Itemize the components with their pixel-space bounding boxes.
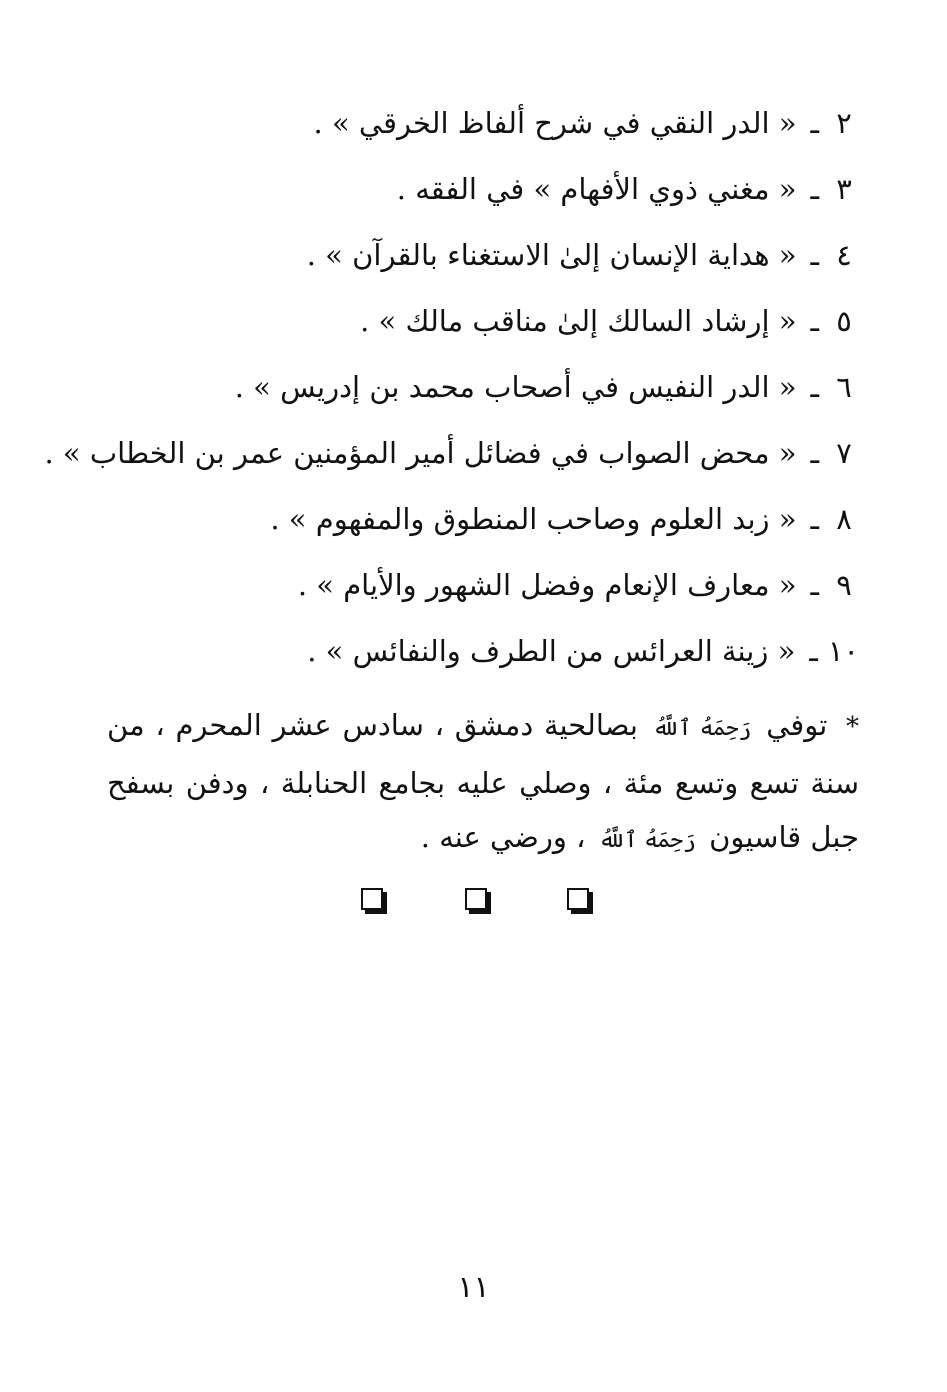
item-number: ٣ <box>836 172 852 206</box>
item-title: « إرشاد السالك إلىٰ مناقب مالك » . <box>360 304 797 338</box>
item-number: ٤ <box>836 238 852 272</box>
death-note-paragraph <box>107 698 859 868</box>
item-number: ٥ <box>836 304 852 338</box>
note-text-end: ، ورضي عنه . <box>420 820 586 854</box>
page-number: ١١ <box>457 1270 490 1305</box>
item-dash: ـ <box>810 502 819 536</box>
item-number: ٢ <box>836 106 852 140</box>
item-number: ٨ <box>836 502 852 536</box>
list-item <box>99 552 859 618</box>
item-title: « معارف الإنعام وفضل الشهور والأيام » . <box>297 568 797 602</box>
list-item <box>99 222 859 288</box>
honorific-phrase: رَحِمَهُ ٱللَّهُ <box>652 716 752 741</box>
note-text-body: بصالحية دمشق ، سادس عشر المحرم ، من سنة تسع وتسع مئة ، وصلي عليه بجامع الحنابلة ، ودفن بسفح جبل قاسيون <box>107 708 859 854</box>
item-dash: ـ <box>810 568 819 602</box>
item-dash: ـ <box>810 370 819 404</box>
item-dash: ـ <box>810 436 819 470</box>
item-title: « زينة العرائس من الطرف والنفائس » . <box>307 634 796 668</box>
list-item <box>99 486 859 552</box>
list-item <box>99 354 859 420</box>
item-title: « الدر النقي في شرح ألفاظ الخرقي » . <box>313 106 797 140</box>
item-title: « هداية الإنسان إلىٰ الاستغناء بالقرآن » . <box>306 238 797 272</box>
item-title: « مغني ذوي الأفهام » في الفقه . <box>396 172 797 206</box>
works-list <box>44 90 859 684</box>
section-end-ornaments <box>355 888 595 918</box>
list-item <box>99 288 859 354</box>
note-text-start: توفي <box>766 708 828 742</box>
item-title: « محض الصواب في فضائل أمير المؤمنين عمر بن الخطاب » . <box>44 436 797 470</box>
item-number: ٦ <box>836 370 852 404</box>
asterisk-icon: * <box>846 712 860 742</box>
list-item <box>44 420 859 486</box>
item-dash: ـ <box>809 634 818 668</box>
item-number: ٩ <box>836 568 852 602</box>
item-title: « الدر النفيس في أصحاب محمد بن إدريس » . <box>234 370 797 404</box>
list-item <box>99 618 859 684</box>
square-ornament-icon <box>567 888 589 910</box>
list-item <box>99 156 859 222</box>
item-title: « زبد العلوم وصاحب المنطوق والمفهوم » . <box>270 502 797 536</box>
list-item <box>99 90 859 156</box>
item-dash: ـ <box>810 106 819 140</box>
honorific-phrase: رَحِمَهُ ٱللَّهُ <box>598 828 696 853</box>
square-ornament-icon <box>465 888 487 910</box>
item-dash: ـ <box>810 238 819 272</box>
item-dash: ـ <box>810 172 819 206</box>
square-ornament-icon <box>361 888 383 910</box>
item-number: ١٠ <box>827 634 859 668</box>
item-number: ٧ <box>836 436 852 470</box>
item-dash: ـ <box>810 304 819 338</box>
